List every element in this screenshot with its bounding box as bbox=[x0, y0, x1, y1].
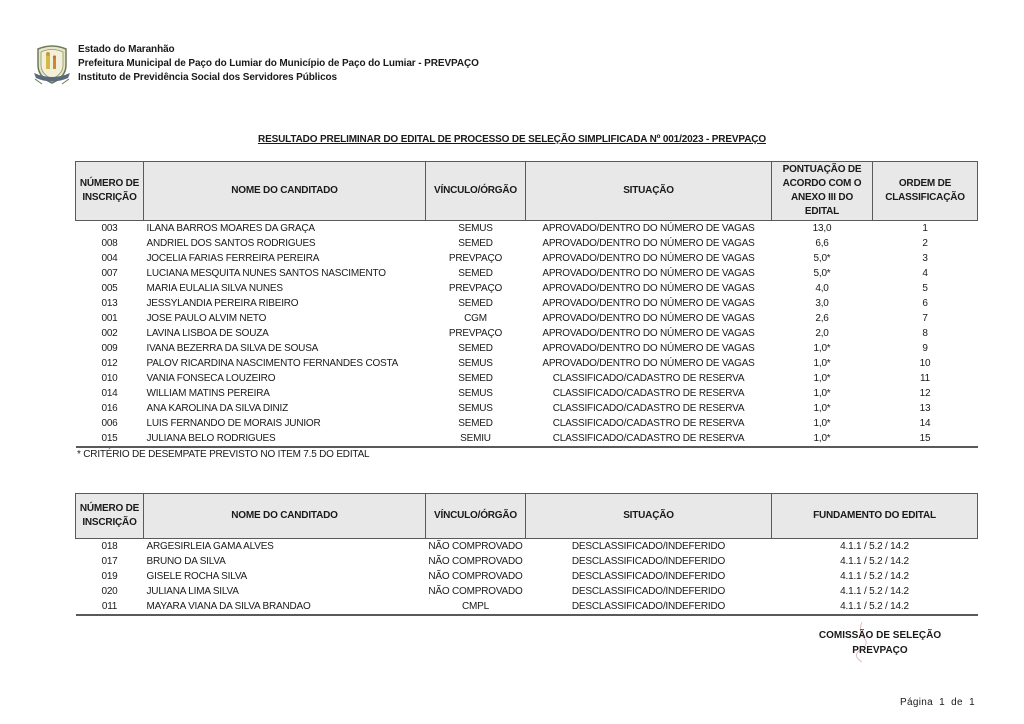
cell-name: VANIA FONSECA LOUZEIRO bbox=[146, 373, 276, 384]
header-prefecture: Prefeitura Municipal de Paço do Lumiar do Município de Paço do Lumiar - PREVPAÇO bbox=[78, 58, 479, 69]
cell-name: JULIANA LIMA SILVA bbox=[146, 586, 239, 597]
cell-status: APROVADO/DENTRO DO NÚMERO DE VAGAS bbox=[542, 298, 755, 309]
cell-registration: 009 bbox=[101, 343, 118, 354]
cell-rank: 1 bbox=[922, 223, 928, 234]
col-header-score: PONTUAÇÃO DE ACORDO COM O ANEXO III DO EDITAL bbox=[772, 162, 873, 221]
cell-status: APROVADO/DENTRO DO NÚMERO DE VAGAS bbox=[542, 328, 755, 339]
cell-name: LUCIANA MESQUITA NUNES SANTOS NASCIMENTO bbox=[146, 268, 386, 279]
header-state: Estado do Maranhão bbox=[78, 44, 175, 55]
table-row bbox=[76, 416, 978, 431]
col-header-legal-basis: FUNDAMENTO DO EDITAL bbox=[772, 494, 978, 539]
cell-registration: 005 bbox=[101, 283, 118, 294]
cell-rank: 2 bbox=[922, 238, 928, 249]
cell-registration: 006 bbox=[101, 418, 118, 429]
cell-bond: SEMUS bbox=[458, 223, 493, 234]
table-row bbox=[76, 386, 978, 401]
cell-name: LUIS FERNANDO DE MORAIS JUNIOR bbox=[146, 418, 321, 429]
page-number bbox=[900, 697, 975, 708]
page-label: Página bbox=[900, 697, 933, 708]
cell-name: ANDRIEL DOS SANTOS RODRIGUES bbox=[146, 238, 316, 249]
cell-status: APROVADO/DENTRO DO NÚMERO DE VAGAS bbox=[542, 313, 755, 324]
cell-registration: 012 bbox=[101, 358, 118, 369]
cell-registration: 002 bbox=[101, 328, 118, 339]
cell-name: MAYARA VIANA DA SILVA BRANDAO bbox=[144, 599, 426, 615]
cell-score: 1,0* bbox=[813, 373, 831, 384]
cell-status: APROVADO/DENTRO DO NÚMERO DE VAGAS bbox=[542, 223, 755, 234]
cell-legal-basis: 4.1.1 / 5.2 / 14.2 bbox=[840, 556, 909, 567]
municipal-coat-of-arms-icon bbox=[32, 43, 72, 85]
cell-score: 2,6 bbox=[815, 313, 829, 324]
cell-status: CLASSIFICADO/CADASTRO DE RESERVA bbox=[552, 418, 745, 429]
results-table bbox=[75, 161, 978, 448]
page-current: 1 bbox=[939, 697, 945, 708]
cell-score: 1,0* bbox=[813, 418, 831, 429]
col-header-status: SITUAÇÃO bbox=[526, 494, 772, 539]
cell-status: APROVADO/DENTRO DO NÚMERO DE VAGAS bbox=[542, 283, 755, 294]
cell-bond: NÃO COMPROVADO bbox=[428, 541, 523, 552]
cell-score: 3,0 bbox=[815, 298, 829, 309]
cell-registration: 019 bbox=[101, 571, 118, 582]
cell-name: LAVINA LISBOA DE SOUZA bbox=[146, 328, 269, 339]
table-row bbox=[76, 356, 978, 371]
cell-score: 2,0 bbox=[815, 328, 829, 339]
cell-registration: 015 bbox=[76, 431, 144, 447]
cell-bond: SEMED bbox=[458, 343, 493, 354]
cell-registration: 020 bbox=[101, 586, 118, 597]
cell-score: 1,0* bbox=[772, 431, 873, 447]
cell-bond: SEMED bbox=[458, 418, 493, 429]
table-row bbox=[76, 569, 978, 584]
cell-registration: 010 bbox=[101, 373, 118, 384]
cell-score: 1,0* bbox=[813, 403, 831, 414]
cell-name: BRUNO DA SILVA bbox=[146, 556, 226, 567]
cell-status: DESCLASSIFICADO/INDEFERIDO bbox=[526, 599, 772, 615]
cell-bond: PREVPAÇO bbox=[448, 328, 503, 339]
cell-registration: 011 bbox=[76, 599, 144, 615]
cell-status: CLASSIFICADO/CADASTRO DE RESERVA bbox=[526, 431, 772, 447]
cell-status: CLASSIFICADO/CADASTRO DE RESERVA bbox=[552, 388, 745, 399]
disqualified-table-header bbox=[76, 494, 978, 539]
col-header-registration: NÚMERO DE INSCRIÇÃO bbox=[76, 162, 144, 221]
cell-registration: 004 bbox=[101, 253, 118, 264]
table-row bbox=[76, 311, 978, 326]
cell-name: PALOV RICARDINA NASCIMENTO FERNANDES COSTA bbox=[146, 358, 399, 369]
cell-status: CLASSIFICADO/CADASTRO DE RESERVA bbox=[552, 403, 745, 414]
table-row bbox=[76, 401, 978, 416]
cell-score: 5,0* bbox=[813, 268, 831, 279]
cell-bond: CGM bbox=[464, 313, 487, 324]
table-row bbox=[76, 341, 978, 356]
cell-name: WILLIAM MATINS PEREIRA bbox=[146, 388, 270, 399]
col-header-name: NOME DO CANDITADO bbox=[144, 494, 426, 539]
table-row bbox=[76, 296, 978, 311]
cell-bond: SEMUS bbox=[458, 403, 493, 414]
tiebreak-footnote: * CRITÉRIO DE DESEMPATE PREVISTO NO ITEM 7.5 DO EDITAL bbox=[77, 449, 370, 460]
table-row bbox=[76, 326, 978, 341]
results-table-body bbox=[76, 221, 978, 448]
cell-rank: 11 bbox=[920, 373, 930, 384]
cell-name: ARGESIRLEIA GAMA ALVES bbox=[146, 541, 274, 552]
cell-rank: 13 bbox=[919, 403, 931, 414]
table-row bbox=[76, 266, 978, 281]
cell-bond: NÃO COMPROVADO bbox=[428, 571, 523, 582]
cell-bond: SEMED bbox=[458, 373, 493, 384]
table-row bbox=[76, 251, 978, 266]
cell-status: DESCLASSIFICADO/INDEFERIDO bbox=[571, 556, 726, 567]
table-row bbox=[76, 539, 978, 555]
cell-status: APROVADO/DENTRO DO NÚMERO DE VAGAS bbox=[542, 343, 755, 354]
cell-bond: PREVPAÇO bbox=[448, 253, 503, 264]
cell-status: CLASSIFICADO/CADASTRO DE RESERVA bbox=[552, 373, 745, 384]
cell-status: APROVADO/DENTRO DO NÚMERO DE VAGAS bbox=[542, 238, 755, 249]
cell-score: 13,0 bbox=[812, 223, 832, 234]
col-header-name: NOME DO CANDITADO bbox=[144, 162, 426, 221]
page-of-label: de bbox=[951, 697, 963, 708]
page-total: 1 bbox=[969, 697, 975, 708]
document-title: RESULTADO PRELIMINAR DO EDITAL DE PROCESSO DE SELEÇÃO SIMPLIFICADA Nº 001/2023 - PREVPAÇO bbox=[258, 134, 766, 145]
cell-legal-basis: 4.1.1 / 5.2 / 14.2 bbox=[840, 541, 909, 552]
cell-bond: PREVPAÇO bbox=[448, 283, 503, 294]
disqualified-table bbox=[75, 493, 978, 616]
cell-status: DESCLASSIFICADO/INDEFERIDO bbox=[571, 541, 726, 552]
cell-status: DESCLASSIFICADO/INDEFERIDO bbox=[571, 571, 726, 582]
col-header-status: SITUAÇÃO bbox=[526, 162, 772, 221]
cell-registration: 003 bbox=[101, 223, 118, 234]
disqualified-table-body bbox=[76, 539, 978, 616]
cell-legal-basis: 4.1.1 / 5.2 / 14.2 bbox=[840, 571, 909, 582]
header-institute: Instituto de Previdência Social dos Servidores Públicos bbox=[78, 72, 338, 83]
cell-rank: 6 bbox=[922, 298, 928, 309]
table-row bbox=[76, 371, 978, 386]
cell-score: 1,0* bbox=[813, 388, 831, 399]
cell-bond: SEMUS bbox=[458, 358, 493, 369]
cell-registration: 018 bbox=[101, 541, 118, 552]
cell-rank: 9 bbox=[922, 343, 928, 354]
cell-registration: 016 bbox=[101, 403, 118, 414]
table-row bbox=[76, 584, 978, 599]
cell-bond: SEMED bbox=[458, 238, 493, 249]
cell-score: 1,0* bbox=[813, 358, 831, 369]
table-row bbox=[76, 281, 978, 296]
cell-name: GISELE ROCHA SILVA bbox=[146, 571, 248, 582]
cell-status: APROVADO/DENTRO DO NÚMERO DE VAGAS bbox=[542, 358, 755, 369]
cell-status: APROVADO/DENTRO DO NÚMERO DE VAGAS bbox=[542, 253, 755, 264]
cell-rank: 12 bbox=[919, 388, 931, 399]
cell-registration: 007 bbox=[101, 268, 118, 279]
cell-bond: SEMIU bbox=[426, 431, 526, 447]
cell-bond: NÃO COMPROVADO bbox=[428, 586, 523, 597]
cell-rank: 3 bbox=[922, 253, 928, 264]
cell-name: IVANA BEZERRA DA SILVA DE SOUSA bbox=[146, 343, 319, 354]
cell-name: MARIA EULALIA SILVA NUNES bbox=[146, 283, 283, 294]
cell-rank: 10 bbox=[919, 358, 931, 369]
cell-score: 1,0* bbox=[813, 343, 831, 354]
cell-registration: 008 bbox=[101, 238, 118, 249]
cell-registration: 001 bbox=[101, 313, 118, 324]
col-header-bond: VÍNCULO/ÓRGÃO bbox=[426, 162, 526, 221]
cell-bond: SEMED bbox=[458, 268, 493, 279]
cell-name: JULIANA BELO RODRIGUES bbox=[144, 431, 426, 447]
cell-rank: 8 bbox=[922, 328, 928, 339]
cell-rank: 5 bbox=[922, 283, 928, 294]
cell-status: DESCLASSIFICADO/INDEFERIDO bbox=[571, 586, 726, 597]
results-table-header bbox=[76, 162, 978, 221]
cell-name: JOSE PAULO ALVIM NETO bbox=[146, 313, 267, 324]
table-row bbox=[76, 236, 978, 251]
cell-rank: 15 bbox=[873, 431, 978, 447]
cell-registration: 013 bbox=[101, 298, 118, 309]
cell-legal-basis: 4.1.1 / 5.2 / 14.2 bbox=[840, 586, 909, 597]
cell-bond: SEMED bbox=[458, 298, 493, 309]
cell-score: 5,0* bbox=[813, 253, 831, 264]
signature-block bbox=[800, 628, 960, 658]
cell-rank: 4 bbox=[922, 268, 928, 279]
col-header-rank: ORDEM DE CLASSIFICAÇÃO bbox=[873, 162, 978, 221]
table-row bbox=[76, 599, 978, 615]
table-row bbox=[76, 221, 978, 237]
signature-org: PREVPAÇO bbox=[852, 645, 908, 656]
signature-committee: COMISSÃO DE SELEÇÃO bbox=[818, 630, 942, 641]
cell-status: APROVADO/DENTRO DO NÚMERO DE VAGAS bbox=[542, 268, 755, 279]
cell-score: 6,6 bbox=[815, 238, 829, 249]
cell-bond: NÃO COMPROVADO bbox=[428, 556, 523, 567]
cell-bond: CMPL bbox=[426, 599, 526, 615]
cell-name: ANA KAROLINA DA SILVA DINIZ bbox=[146, 403, 289, 414]
col-header-bond: VÍNCULO/ÓRGÃO bbox=[426, 494, 526, 539]
cell-name: JOCELIA FARIAS FERREIRA PEREIRA bbox=[146, 253, 320, 264]
cell-score: 4,0 bbox=[815, 283, 829, 294]
table-row bbox=[76, 431, 978, 447]
cell-registration: 014 bbox=[101, 388, 118, 399]
cell-bond: SEMUS bbox=[458, 388, 493, 399]
cell-legal-basis: 4.1.1 / 5.2 / 14.2 bbox=[772, 599, 978, 615]
cell-registration: 017 bbox=[101, 556, 118, 567]
table-row bbox=[76, 554, 978, 569]
cell-rank: 14 bbox=[919, 418, 931, 429]
cell-rank: 7 bbox=[922, 313, 928, 324]
cell-name: ILANA BARROS MOARES DA GRAÇA bbox=[146, 223, 315, 234]
col-header-registration: NÚMERO DE INSCRIÇÃO bbox=[76, 494, 144, 539]
cell-name: JESSYLANDIA PEREIRA RIBEIRO bbox=[146, 298, 299, 309]
